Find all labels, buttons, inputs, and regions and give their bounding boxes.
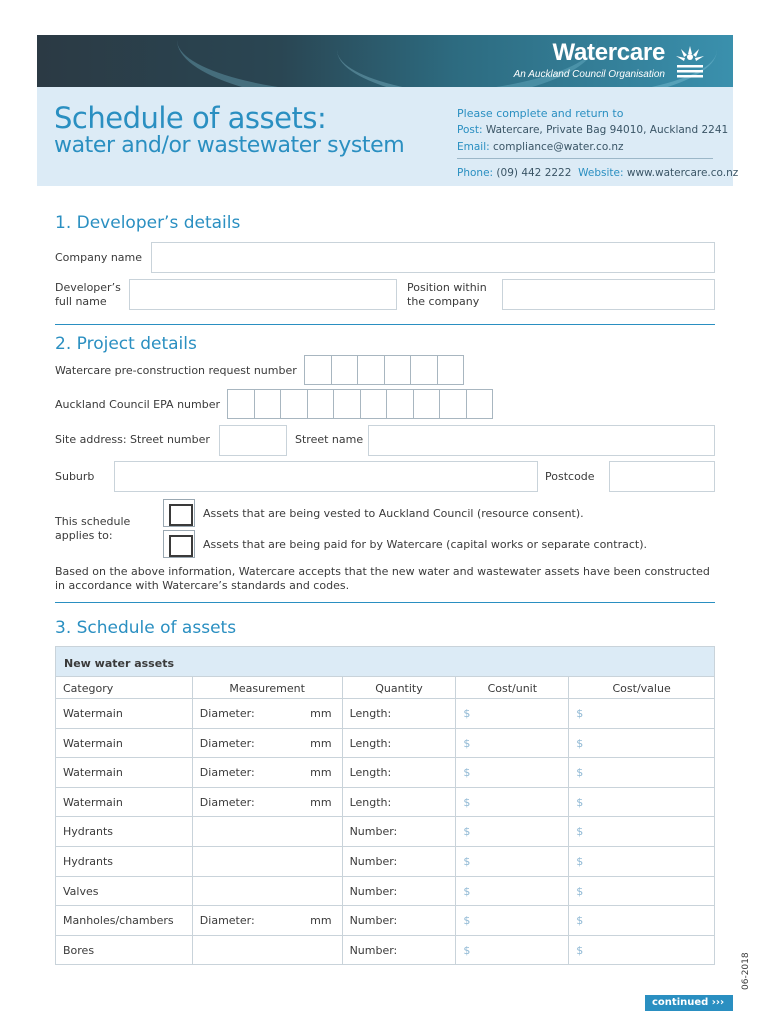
cost-unit-cell[interactable]	[456, 817, 569, 846]
applies-to-line1: This schedule	[55, 515, 131, 528]
quantity-label: Number:	[349, 943, 398, 957]
digit-box[interactable]	[333, 389, 361, 419]
phone-label: Phone:	[457, 167, 494, 179]
street-number-input[interactable]	[219, 425, 287, 456]
paid-checkbox[interactable]	[163, 530, 195, 558]
continued-link[interactable]	[645, 995, 733, 1011]
currency-symbol: $	[576, 884, 584, 898]
digit-box[interactable]	[384, 355, 412, 385]
currency-symbol: $	[463, 943, 471, 957]
digit-box[interactable]	[304, 355, 332, 385]
table-row	[55, 817, 715, 847]
contact-divider	[457, 158, 713, 159]
cost-unit-cell[interactable]	[456, 788, 569, 817]
section-heading-developer: 1. Developer’s details	[55, 213, 241, 233]
currency-symbol: $	[576, 914, 584, 928]
company-name-label: Company name	[55, 251, 143, 264]
unit-label: mm	[310, 795, 332, 809]
quantity-cell[interactable]	[343, 817, 457, 846]
digit-box[interactable]	[360, 389, 388, 419]
cost-unit-cell[interactable]	[456, 729, 569, 758]
table-title: New water assets	[55, 646, 715, 677]
category-cell: Watermain	[56, 699, 193, 728]
measurement-cell[interactable]	[193, 729, 343, 758]
page-title: Schedule of assets:	[54, 101, 327, 135]
column-header: Quantity	[343, 677, 457, 698]
postcode-input[interactable]	[609, 461, 715, 492]
quantity-cell[interactable]	[343, 699, 457, 728]
currency-symbol: $	[576, 707, 584, 720]
position-input[interactable]	[502, 279, 715, 310]
email-link[interactable]: compliance@water.co.nz	[493, 141, 624, 153]
contact-post	[457, 124, 738, 136]
table-body	[55, 699, 715, 965]
section-heading-schedule: 3. Schedule of assets	[55, 618, 237, 638]
digit-box[interactable]	[307, 389, 335, 419]
postcode-label: Postcode	[545, 470, 595, 483]
table-row	[55, 936, 715, 966]
acceptance-statement: Based on the above information, Watercare accepts that the new water and wastewater assets have been constructed in accordance with Watercare’s standards and codes.	[55, 565, 710, 592]
continued-label: continued	[652, 997, 709, 1008]
table-row	[55, 788, 715, 818]
precon-number-input[interactable]	[304, 355, 463, 385]
unit-label: mm	[310, 766, 332, 780]
contact-email	[457, 141, 738, 153]
cost-value-cell[interactable]	[569, 906, 715, 935]
currency-symbol: $	[576, 766, 584, 780]
epa-number-label: Auckland Council EPA number	[55, 398, 221, 411]
page-subtitle: water and/or wastewater system	[54, 133, 405, 158]
quantity-label: Length:	[349, 795, 392, 809]
currency-symbol: $	[463, 854, 471, 868]
unit-label: mm	[310, 736, 332, 750]
measurement-cell[interactable]	[193, 788, 343, 817]
section-divider	[55, 324, 715, 325]
position-label	[407, 281, 487, 309]
section-heading-project: 2. Project details	[55, 334, 197, 354]
contact-lead: Please complete and return to	[457, 107, 624, 120]
quantity-label: Length:	[349, 707, 392, 720]
table-row	[55, 906, 715, 936]
digit-box[interactable]	[413, 389, 441, 419]
currency-symbol: $	[463, 736, 471, 750]
suburb-label: Suburb	[55, 470, 95, 483]
digit-box[interactable]	[410, 355, 438, 385]
phone-value: (09) 442 2222	[496, 167, 572, 179]
currency-symbol: $	[463, 766, 471, 780]
measurement-cell[interactable]	[193, 936, 343, 965]
currency-symbol: $	[576, 825, 584, 839]
applies-to-line2: applies to:	[55, 529, 113, 542]
table-row	[55, 699, 715, 729]
contact-block	[457, 107, 738, 184]
table-row	[55, 877, 715, 907]
measurement-cell[interactable]	[193, 877, 343, 906]
quantity-label: Number:	[349, 854, 398, 868]
currency-symbol: $	[576, 736, 584, 750]
applies-to-label	[55, 515, 130, 543]
table-row	[55, 729, 715, 759]
table-row	[55, 758, 715, 788]
cost-unit-cell[interactable]	[456, 699, 569, 728]
epa-number-input[interactable]	[227, 389, 492, 419]
column-header: Cost/value	[569, 677, 715, 698]
email-label: Email:	[457, 141, 490, 153]
currency-symbol: $	[576, 854, 584, 868]
digit-box[interactable]	[386, 389, 414, 419]
category-cell: Watermain	[56, 788, 193, 817]
logo-wordmark: Watercare	[552, 39, 665, 66]
category-cell: Hydrants	[56, 847, 193, 876]
position-label-line1: Position within	[407, 281, 487, 294]
category-cell: Hydrants	[56, 817, 193, 846]
cost-unit-cell[interactable]	[456, 906, 569, 935]
quantity-label: Number:	[349, 914, 398, 928]
measurement-cell[interactable]	[193, 847, 343, 876]
paid-option-label: Assets that are being paid for by Watercare (capital works or separate contract).	[203, 538, 648, 551]
cost-value-cell[interactable]	[569, 847, 715, 876]
developer-name-input[interactable]	[129, 279, 397, 310]
developer-name-label-line2: full name	[55, 295, 107, 308]
post-label: Post:	[457, 124, 483, 136]
category-cell: Valves	[56, 877, 193, 906]
cost-unit-cell[interactable]	[456, 847, 569, 876]
digit-box[interactable]	[466, 389, 494, 419]
contact-phone-web	[457, 167, 738, 179]
cost-value-cell[interactable]	[569, 699, 715, 728]
digit-box[interactable]	[227, 389, 255, 419]
currency-symbol: $	[463, 884, 471, 898]
table-row	[55, 847, 715, 877]
measurement-label: Diameter:	[199, 795, 255, 809]
street-number-label: Site address: Street number	[55, 433, 210, 446]
website-link[interactable]: www.watercare.co.nz	[626, 167, 739, 179]
quantity-cell[interactable]	[343, 758, 457, 787]
measurement-label: Diameter:	[199, 736, 255, 750]
digit-box[interactable]	[280, 389, 308, 419]
cost-value-cell[interactable]	[569, 817, 715, 846]
watercare-emblem-icon	[671, 43, 709, 79]
table-header-row	[55, 677, 715, 699]
digit-box[interactable]	[254, 389, 282, 419]
quantity-cell[interactable]	[343, 877, 457, 906]
developer-name-label	[55, 281, 121, 309]
column-header: Category	[56, 677, 193, 698]
street-name-label: Street name	[295, 433, 364, 446]
assets-table	[55, 646, 715, 965]
currency-symbol: $	[463, 707, 471, 720]
quantity-cell[interactable]	[343, 936, 457, 965]
suburb-input[interactable]	[114, 461, 538, 492]
chevron-right-icon: ›››	[711, 997, 725, 1008]
currency-symbol: $	[463, 795, 471, 809]
cost-value-cell[interactable]	[569, 936, 715, 965]
title-panel	[37, 87, 739, 186]
quantity-label: Length:	[349, 736, 392, 750]
category-cell: Bores	[56, 936, 193, 965]
category-cell: Watermain	[56, 758, 193, 787]
position-label-line2: the company	[407, 295, 480, 308]
quantity-cell[interactable]	[343, 906, 457, 935]
vested-checkbox[interactable]	[163, 499, 195, 527]
column-header: Cost/unit	[456, 677, 569, 698]
measurement-cell[interactable]	[193, 699, 343, 728]
measurement-label: Diameter:	[199, 707, 255, 720]
form-date-code: 06-2018	[741, 952, 751, 990]
company-name-input[interactable]	[151, 242, 715, 273]
quantity-cell[interactable]	[343, 788, 457, 817]
category-cell: Watermain	[56, 729, 193, 758]
header-banner	[37, 35, 733, 87]
measurement-label: Diameter:	[199, 766, 255, 780]
currency-symbol: $	[463, 825, 471, 839]
category-cell: Manholes/chambers	[56, 906, 193, 935]
currency-symbol: $	[463, 914, 471, 928]
website-label: Website:	[578, 167, 624, 179]
digit-box[interactable]	[437, 355, 465, 385]
post-value: Watercare, Private Bag 94010, Auckland 2241	[485, 124, 729, 136]
measurement-cell[interactable]	[193, 906, 343, 935]
logo-subtitle: An Auckland Council Organisation	[513, 69, 665, 80]
quantity-cell[interactable]	[343, 847, 457, 876]
cost-value-cell[interactable]	[569, 877, 715, 906]
measurement-cell[interactable]	[193, 758, 343, 787]
digit-box[interactable]	[357, 355, 385, 385]
digit-box[interactable]	[331, 355, 359, 385]
street-name-input[interactable]	[368, 425, 715, 456]
measurement-cell[interactable]	[193, 817, 343, 846]
cost-value-cell[interactable]	[569, 758, 715, 787]
precon-number-label: Watercare pre-construction request number	[55, 364, 297, 377]
quantity-cell[interactable]	[343, 729, 457, 758]
digit-box[interactable]	[439, 389, 467, 419]
currency-symbol: $	[576, 943, 584, 957]
developer-name-label-line1: Developer’s	[55, 281, 121, 294]
quantity-label: Number:	[349, 884, 398, 898]
currency-symbol: $	[576, 795, 584, 809]
quantity-label: Number:	[349, 825, 398, 839]
cost-unit-cell[interactable]	[456, 936, 569, 965]
cost-value-cell[interactable]	[569, 729, 715, 758]
column-header: Measurement	[193, 677, 343, 698]
cost-unit-cell[interactable]	[456, 758, 569, 787]
cost-unit-cell[interactable]	[456, 877, 569, 906]
unit-label: mm	[310, 707, 332, 720]
measurement-label: Diameter:	[199, 914, 255, 928]
watercare-logo	[513, 39, 723, 83]
vested-option-label: Assets that are being vested to Auckland Council (resource consent).	[203, 507, 584, 520]
section-divider	[55, 602, 715, 603]
unit-label: mm	[310, 914, 332, 928]
quantity-label: Length:	[349, 766, 392, 780]
cost-value-cell[interactable]	[569, 788, 715, 817]
